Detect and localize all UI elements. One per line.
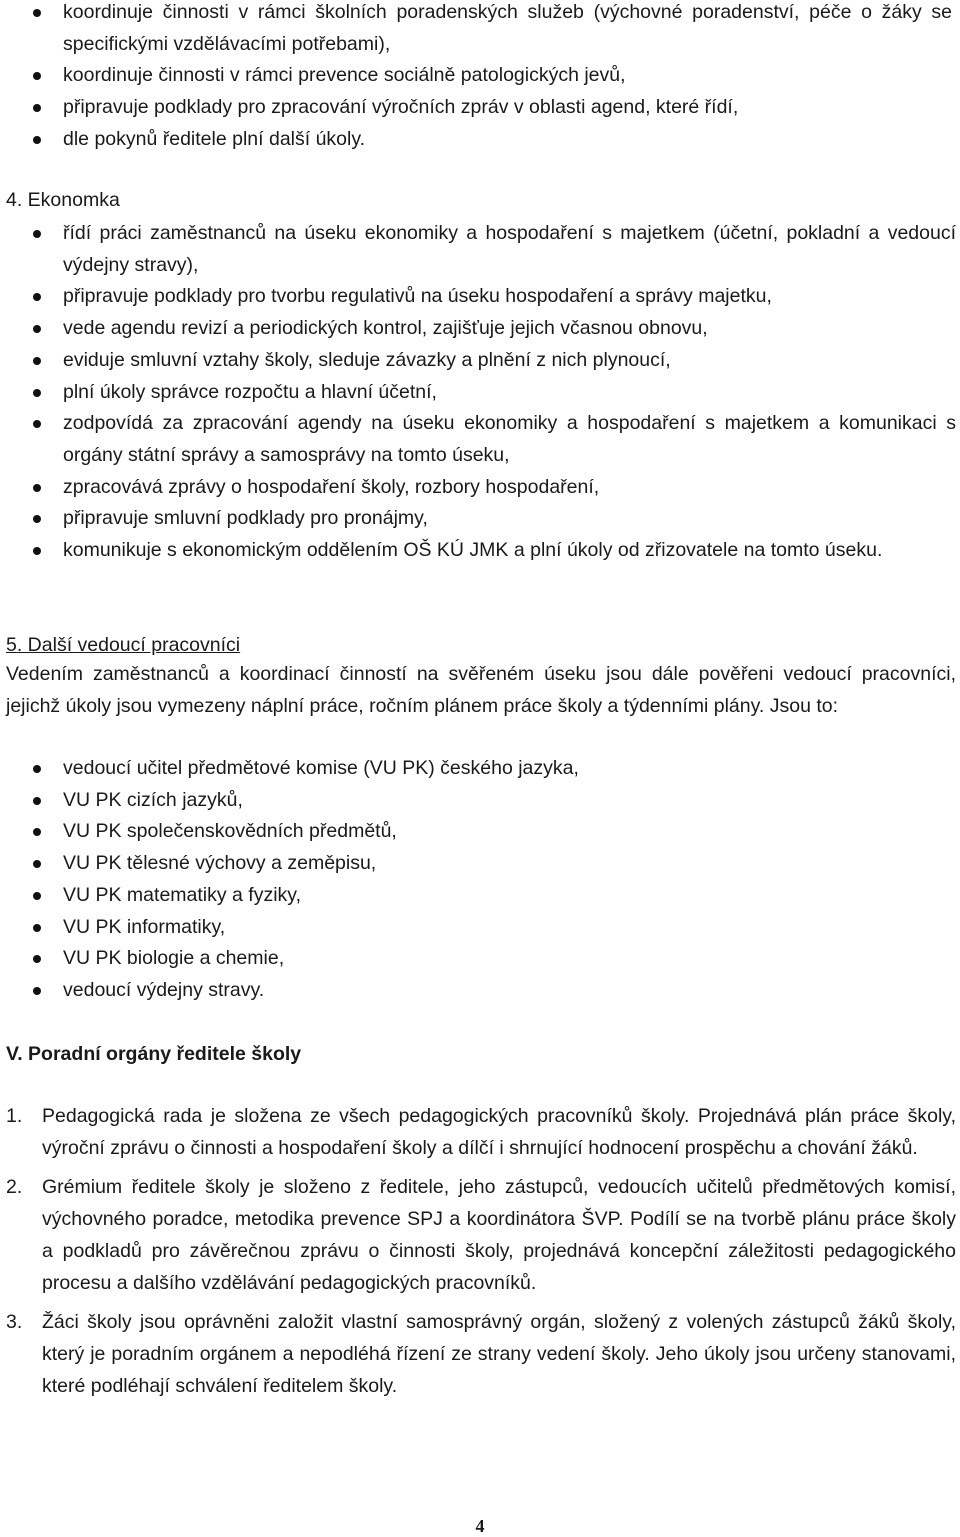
list-item: VU PK cizích jazyků, [0, 785, 960, 817]
list-item: připravuje smluvní podklady pro pronájmy, [0, 503, 960, 535]
numbered-item [0, 1172, 960, 1299]
top-bullet-list [0, 0, 956, 156]
chapter-heading-poradni-organy: V. Poradní orgány ředitele školy [6, 1043, 302, 1065]
list-item: komunikuje s ekonomickým oddělením OŠ KÚ JMK a plní úkoly od zřizovatele na tomto úseku. [0, 535, 960, 567]
list-item: připravuje podklady pro zpracování výročních zpráv v oblasti agend, které řídí, [0, 92, 956, 124]
list-item: zodpovídá za zpracování agendy na úseku ekonomiky a hospodaření s majetkem a komunikaci s orgány státní správy a samosprávy na tomto úseku, [0, 408, 960, 471]
item-number: 3. [6, 1311, 23, 1334]
section-heading-ekonomka: 4. Ekonomka [6, 189, 120, 211]
list-item: VU PK tělesné výchovy a zeměpisu, [0, 848, 960, 880]
item-text: Pedagogická rada je složena ze všech pedagogických pracovníků školy. Projednává plán práce školy, výroční zprávu o činnosti a hospodaření školy a dílčí i shrnující hodnocení prospěchu a chování žáků. [42, 1105, 956, 1159]
list-item: zpracovává zprávy o hospodaření školy, rozbory hospodaření, [0, 472, 960, 504]
item-text: Grémium ředitele školy je složeno z ředitele, jeho zástupců, vedoucích učitelů předmětových komisí, výchovného poradce, metodika prevence SPJ a koordinátora ŠVP. Podílí se na tvorbě plánu práce školy a podkladů pro závěrečnou zprávu o činnosti školy, projednává koncepční záležitosti pedagogického procesu a dalšího vzdělávání pedagogických pracovníků. [42, 1176, 956, 1294]
list-item: VU PK biologie a chemie, [0, 943, 960, 975]
list-item: plní úkoly správce rozpočtu a hlavní účetní, [0, 377, 960, 409]
list-item: eviduje smluvní vztahy školy, sleduje závazky a plnění z nich plynoucí, [0, 345, 960, 377]
section-heading-dalsi-vedouci: 5. Další vedoucí pracovníci [6, 634, 241, 656]
numbered-item [0, 1101, 960, 1164]
item-text: Žáci školy jsou oprávněni založit vlastní samosprávný orgán, složený z volených zástupců žáků školy, který je poradním orgánem a nepodléhá řízení ze strany vedení školy. Jeho úkoly jsou určeny stanovami, které podléhají schválení ředitelem školy. [42, 1311, 956, 1397]
list-item: vede agendu revizí a periodických kontrol, zajišťuje jejich včasnou obnovu, [0, 313, 960, 345]
vedouci-bullet-list [0, 753, 960, 1007]
list-item: koordinuje činnosti v rámci prevence sociálně patologických jevů, [0, 60, 956, 92]
numbered-list [0, 1101, 960, 1410]
list-item: dle pokynů ředitele plní další úkoly. [0, 124, 956, 156]
list-item: vedoucí výdejny stravy. [0, 975, 960, 1007]
list-item: připravuje podklady pro tvorbu regulativů na úseku hospodaření a správy majetku, [0, 281, 960, 313]
list-item: řídí práci zaměstnanců na úseku ekonomiky a hospodaření s majetkem (účetní, pokladní a vedoucí výdejny stravy), [0, 218, 960, 281]
section-intro-paragraph: Vedením zaměstnanců a koordinací činností na svěřeném úseku jsou dále pověřeni vedoucí pracovníci, jejichž úkoly jsou vymezeny náplní práce, ročním plánem práce školy a týdenními plány. Jsou to: [6, 663, 956, 717]
ekonomka-bullet-list [0, 218, 960, 567]
list-item: vedoucí učitel předmětové komise (VU PK) českého jazyka, [0, 753, 960, 785]
list-item: koordinuje činnosti v rámci školních poradenských služeb (výchovné poradenství, péče o žáky se specifickými vzdělávacími potřebami), [0, 0, 956, 60]
list-item: VU PK matematiky a fyziky, [0, 880, 960, 912]
item-number: 1. [6, 1105, 23, 1127]
numbered-item [0, 1307, 960, 1402]
item-number: 2. [6, 1176, 23, 1199]
list-item: VU PK informatiky, [0, 912, 960, 944]
page-number: 4 [475, 1516, 485, 1536]
list-item: VU PK společenskovědních předmětů, [0, 816, 960, 848]
